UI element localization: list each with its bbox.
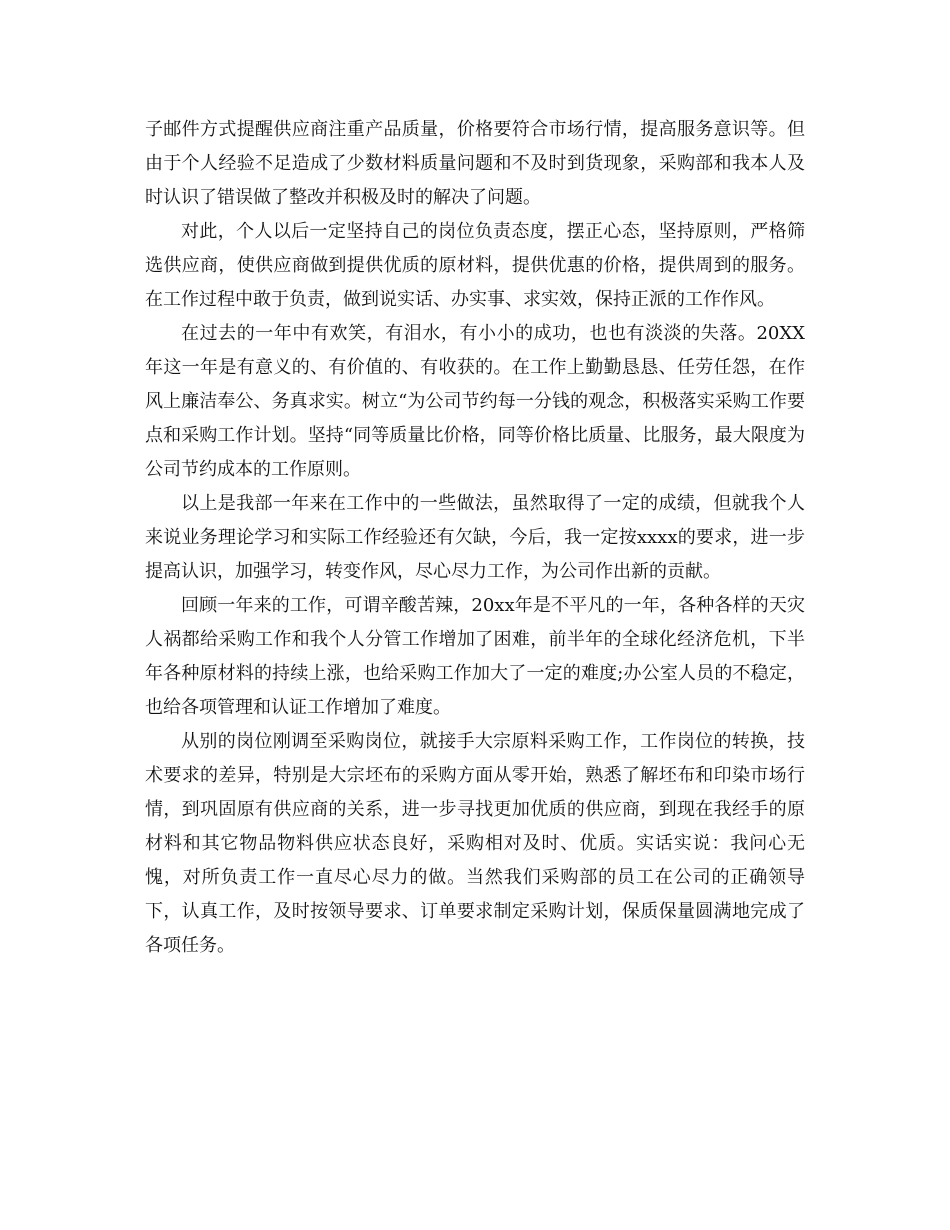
paragraph-procurement: 从别的岗位刚调至采购岗位，就接手大宗原料采购工作，工作岗位的转换，技术要求的差异，特别是大宗坯布的采购方面从零开始，熟悉了解坯布和印染市场行情，到巩固原有供应商的关系，进一步寻找更加优质的供应商，到现在我经手的原材料和其它物品物料供应状态良好，采购相对及时、优质。实话实说：我问心无愧，对所负责工作一直尽心尽力的做。当然我们采购部的员工在公司的正确领导下，认真工作，及时按领导要求、订单要求制定采购计划，保质保量圆满地完成了各项任务。 [145,731,805,956]
paragraph-summary: 以上是我部一年来在工作中的一些做法，虽然取得了一定的成绩，但就我个人来说业务理论学习和实际工作经验还有欠缺，今后，我一定按xxxx的要求，进一步提高认识，加强学习，转变作风，尽心尽力工作，为公司作出新的贡献。 [145,493,805,582]
paragraph-past-year: 在过去的一年中有欢笑，有泪水，有小小的成功，也也有淡淡的失落。20XX年这一年是有意义的、有价值的、有收获的。在工作上勤勤恳恳、任劳任怨，在作风上廉洁奉公、务真求实。树立“为公司节约每一分钱的观念，积极落实采购工作要点和采购工作计划。坚持“同等质量比价格，同等价格比质量、比服务，最大限度为公司节约成本的工作原则。 [145,323,805,480]
paragraph-continuation: 子邮件方式提醒供应商注重产品质量，价格要符合市场行情，提高服务意识等。但由于个人经验不足造成了少数材料质量问题和不及时到货现象，采购部和我本人及时认识了错误做了整改并积极及时的解决了问题。 [145,119,805,208]
paragraph-review: 回顾一年来的工作，可谓辛酸苦辣，20xx年是不平凡的一年，各种各样的天灾人祸都给采购工作和我个人分管工作增加了困难，前半年的全球化经济危机，下半年各种原材料的持续上涨，也给采购工作加大了一定的难度;办公室人员的不稳定，也给各项管理和认证工作增加了难度。 [145,595,805,718]
paragraph-attitude: 对此，个人以后一定坚持自己的岗位负责态度，摆正心态，坚持原则，严格筛选供应商，使供应商做到提供优质的原材料，提供优惠的价格，提供周到的服务。在工作过程中敢于负责，做到说实话、办实事、求实效，保持正派的工作作风。 [145,221,805,310]
document-body [145,113,805,963]
